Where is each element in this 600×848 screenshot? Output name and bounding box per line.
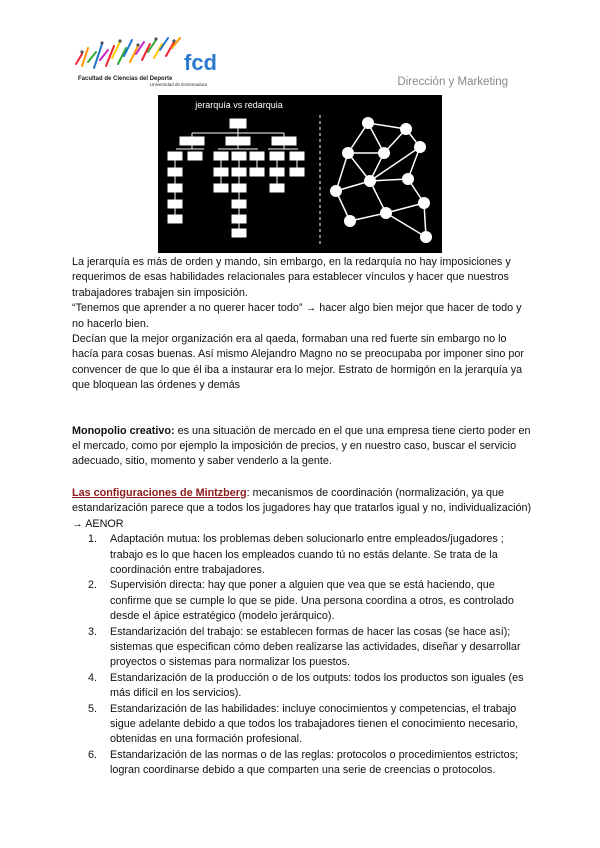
list-number: 3. [88,625,98,638]
list-item [72,532,532,578]
list-number: 5. [88,702,98,715]
paragraph-mintzberg [72,486,532,532]
list-text: Estandarización del trabajo: se establecen formas de hacer las cosas (se hace así); sistemas que especifican cómo deben realizarse las actividades, diseñar y desarrollar proyectos o sistemas para normalizar los puestos. [110,625,521,669]
monopolio-text: es una situación de mercado en el que una empresa tiene cierto poder en el mercado, como por ejemplo la imposición de precios, y en nuestro caso, buscar el servicio adecuado, sitio, momento y saber venderlo a la gente. [72,424,531,468]
logo-subtext: Universidad de Extremadura [150,82,208,87]
document-body [72,255,532,779]
mintzberg-text: : mecanismos de coordinación (normalización, ya que estandarización parece que a todos los jugadores hay que tratarlos igual y no, individualización) → AENOR [72,486,532,530]
list-item [72,671,532,702]
paragraph-monopolio [72,424,532,470]
figure-title: jerarquía vs redarquia [195,100,283,110]
term-mintzberg: Las configuraciones de Mintzberg [72,486,247,499]
hierarchy-vs-network-figure [158,95,442,253]
list-text: Estandarización de las normas o de las reglas: protocolos o procedimientos estrictos; logran coordinarse debido a que comparten una serie de creencias o protocolos. [110,748,519,777]
list-item [72,625,532,671]
list-text: Adaptación mutua: los problemas deben solucionarlo entre empleados/jugadores ; trabajo es lo que hacen los empleados cuando tú no estás delante. Se trata de la coordinación entre trabajadores. [110,533,504,576]
svg-text:fcd: fcd [184,50,217,75]
list-text: Estandarización de las habilidades: incluye conocimientos y competencias, el trabajo sigue adelante debido a que todos los trabajadores tienen el conocimiento necesario, obtenidas en una formación profesional. [110,702,519,746]
list-number: 6. [88,748,98,761]
figure-diagram [158,95,442,253]
document-title: Dirección y Marketing [397,76,508,88]
list-text: Supervisión directa: hay que poner a alguien que vea que se está haciendo, que confirme que se cumple lo que se pide. Una persona coordina a otros, es controlado desde el ápice estratégico (modelo jerárquico). [110,579,514,623]
paragraph-alqaeda: Decían que la mejor organización era al qaeda, formaban una red fuerte sin embargo no lo hacía para cosas buenas. Así mismo Alejandro Magno no se preocupaba por imponer sino por convencer de que lo que él iba a instaurar era lo mejor. Estrato de hormigón en la jerarquía ya que bloquean las órdenes y demás [72,333,524,392]
mintzberg-list [72,532,532,779]
page-header [0,0,600,95]
org-box [230,119,246,128]
list-item [72,702,532,748]
list-number: 4. [88,671,98,684]
list-text: Estandarización de la producción o de los outputs: todos los productos son iguales (es más difícil en los servicios). [110,671,524,700]
logo-figures-icon [72,34,217,76]
term-monopolio: Monopolio creativo: [72,424,175,437]
list-number: 1. [88,533,98,546]
paragraph-jerarquia: La jerarquía es más de orden y mando, sin embargo, en la redarquía no hay imposiciones y requerimos de esas habilidades relacionales para establecer vínculos y hacer que nuestros trabajadores trabajen sin imposición. [72,256,511,299]
list-number: 2. [88,579,98,592]
paragraph-quote: “Tenemos que aprender a no querer hacer todo” → hacer algo bien mejor que hacer de todo y no hacerlo bien. [72,302,522,330]
logo-text: Facultad de Ciencias del Deporte [78,76,173,82]
list-item [72,578,532,624]
list-item [72,748,532,779]
